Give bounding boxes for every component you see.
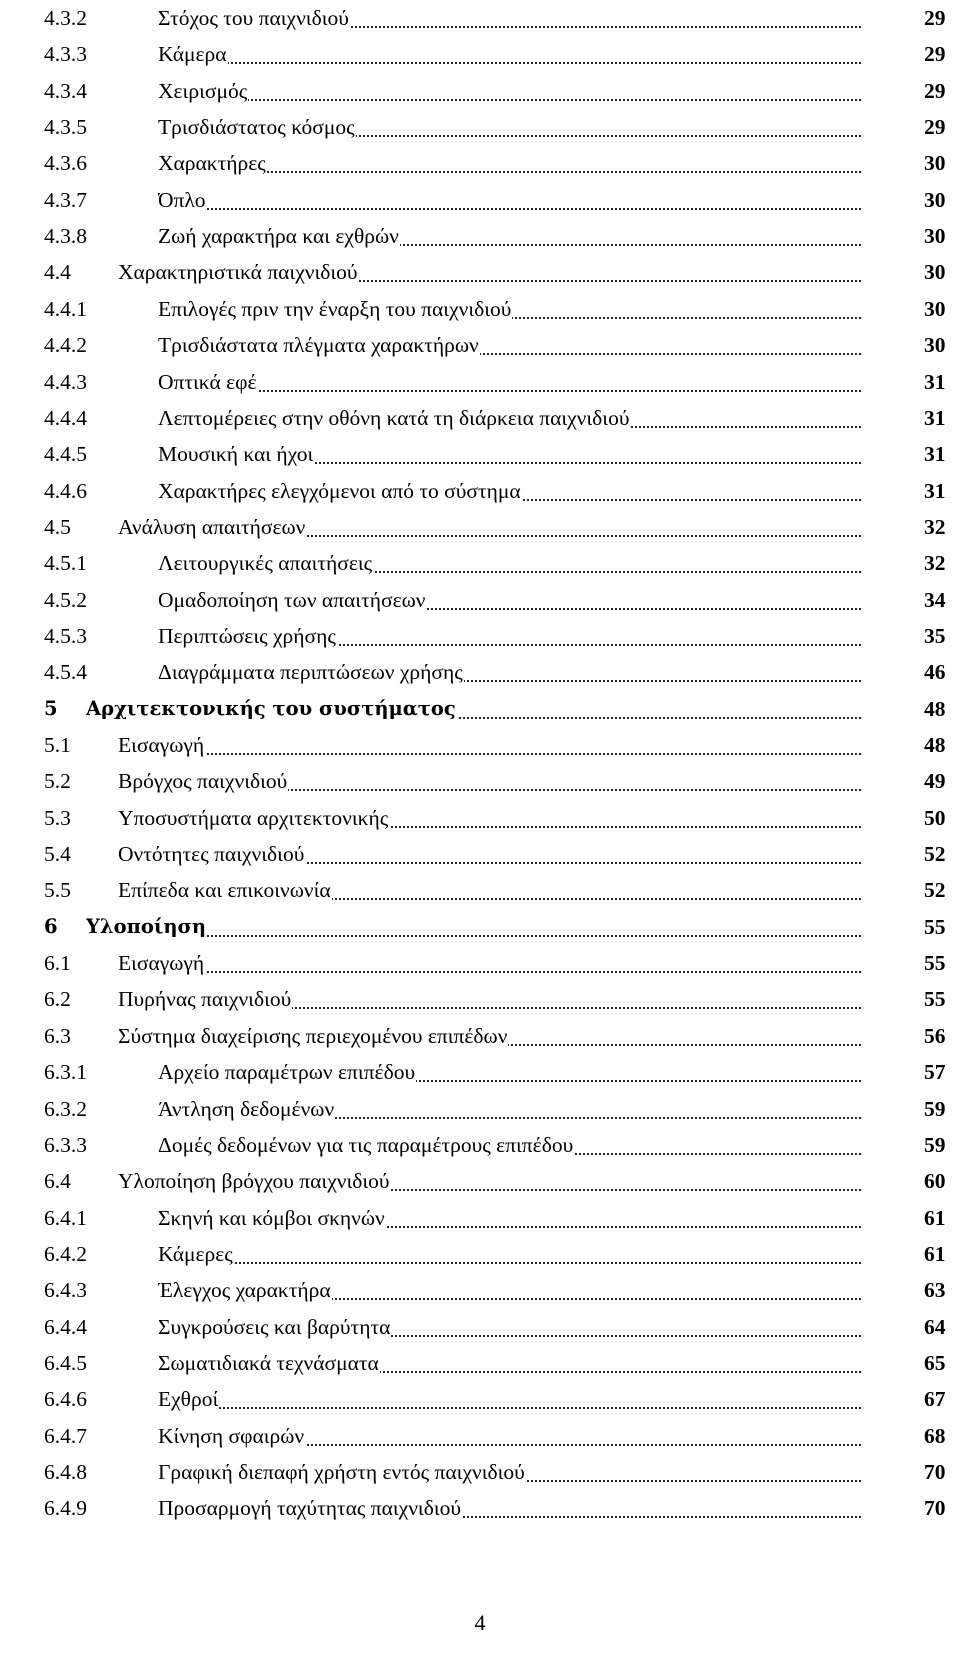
- toc-entry: [44, 945, 960, 981]
- toc-entry-page: 52: [924, 878, 946, 903]
- toc-entry-number: 4.3.7: [44, 187, 87, 212]
- toc-entry-title-leader: [158, 654, 862, 690]
- toc-entry-title-leader: [118, 727, 862, 763]
- toc-entry-number: 5: [44, 696, 58, 720]
- toc-entry-title: Χαρακτήρες ελεγχόμενοι από το σύστημα: [158, 478, 521, 503]
- toc-entry-title-leader: [158, 1490, 862, 1526]
- toc-entry-title: Όπλο: [158, 187, 206, 212]
- toc-entry-page: 30: [924, 333, 946, 358]
- toc-entry-title: Πυρήνας παιχνιδιού: [118, 987, 292, 1012]
- toc-entry: [44, 109, 960, 145]
- toc-entry: [44, 291, 960, 327]
- toc-entry: [44, 1381, 960, 1417]
- toc-entry-title-leader: [158, 582, 862, 618]
- toc-entry-title: Μουσική και ήχοι: [158, 442, 314, 467]
- toc-entry-number: 6.4.4: [44, 1314, 87, 1339]
- toc-entry-number: 5.4: [44, 842, 71, 867]
- toc-entry-number: 6.4.2: [44, 1241, 87, 1266]
- toc-entry-title: Χαρακτηριστικά παιχνιδιού: [118, 260, 358, 285]
- toc-entry-title: Συγκρούσεις και βαρύτητα: [158, 1314, 391, 1339]
- toc-entry-title-leader: [158, 1091, 862, 1127]
- toc-entry-title-leader: [158, 400, 862, 436]
- toc-entry-title-leader: [86, 691, 862, 727]
- toc-entry-number: 4.4.2: [44, 333, 87, 358]
- toc-entry: [44, 1454, 960, 1490]
- toc-entry-title: Οπτικά εφέ: [158, 369, 257, 394]
- toc-entry-title-leader: [158, 1345, 862, 1381]
- toc-entry-page: 32: [924, 551, 946, 576]
- toc-entry-title: Περιπτώσεις χρήσης: [158, 623, 336, 648]
- toc-entry-title-leader: [158, 36, 862, 72]
- toc-entry-title-leader: [158, 182, 862, 218]
- toc-entry-title-leader: [158, 73, 862, 109]
- toc-entry-number: 4.4.3: [44, 369, 87, 394]
- toc-entry-number: 6.4.8: [44, 1460, 87, 1484]
- toc-entry: [44, 1490, 960, 1526]
- toc-entry-number: 4.5.1: [44, 551, 87, 576]
- toc-entry: [44, 436, 960, 472]
- toc-entry-title-leader: [118, 763, 862, 799]
- toc-entry-page: 50: [924, 805, 946, 830]
- toc-entry-title: Στόχος του παιχνιδιού: [158, 6, 349, 30]
- toc-entry-page: 61: [924, 1241, 946, 1266]
- toc-entry-number: 4.3.8: [44, 224, 87, 249]
- toc-entry-title: Κάμερες: [158, 1241, 233, 1266]
- toc-entry-page: 31: [924, 442, 946, 467]
- toc-entry: [44, 218, 960, 254]
- toc-entry: [44, 582, 960, 618]
- toc-entry: [44, 1272, 960, 1308]
- toc-entry-title-leader: [158, 364, 862, 400]
- toc-entry: [44, 36, 960, 72]
- toc-entry-title-leader: [158, 145, 862, 181]
- toc-entry-title-leader: [158, 0, 862, 36]
- toc-entry-page: 56: [924, 1023, 946, 1048]
- toc-entry: [44, 727, 960, 763]
- toc-entry-page: 55: [924, 951, 946, 976]
- toc-entry-title-leader: [86, 909, 862, 945]
- toc-entry-title-leader: [158, 1418, 862, 1454]
- toc-entry: [44, 836, 960, 872]
- toc-entry: [44, 473, 960, 509]
- toc-entry-page: 67: [924, 1387, 946, 1412]
- toc-entry-page: 31: [924, 369, 946, 394]
- toc-entry-page: 29: [924, 78, 946, 103]
- toc-entry-page: 30: [924, 151, 946, 176]
- toc-entry-title-leader: [158, 1127, 862, 1163]
- toc-entry-page: 29: [924, 42, 946, 67]
- toc-entry-title: Αρχιτεκτονικής του συστήματος: [86, 696, 456, 720]
- toc-entry-title-leader: [158, 436, 862, 472]
- toc-entry-number: 6.4.5: [44, 1350, 87, 1375]
- toc-entry-title: Έλεγχος χαρακτήρα: [158, 1278, 331, 1303]
- toc-entry-title: Ανάλυση απαιτήσεων: [118, 514, 306, 539]
- toc-entry-title-leader: [118, 945, 862, 981]
- toc-entry-title: Σύστημα διαχείρισης περιεχομένου επιπέδων: [118, 1023, 508, 1048]
- toc-entry-title-leader: [158, 1272, 862, 1308]
- toc-entry-page: 49: [924, 769, 946, 794]
- toc-entry-number: 4.4.6: [44, 478, 87, 503]
- toc-entry-page: 61: [924, 1205, 946, 1230]
- toc-entry-title-leader: [118, 800, 862, 836]
- toc-entry-number: 4.3.4: [44, 78, 87, 103]
- toc-entry-page: 30: [924, 224, 946, 249]
- toc-entry-title-leader: [118, 981, 862, 1017]
- toc-entry-title: Χειρισμός: [158, 78, 248, 103]
- toc-entry-page: 46: [924, 660, 946, 685]
- toc-entry: [44, 800, 960, 836]
- toc-entry-page: 30: [924, 296, 946, 321]
- toc-entry-title-leader: [118, 509, 862, 545]
- toc-entry: [44, 327, 960, 363]
- toc-entry-number: 5.5: [44, 878, 71, 903]
- toc-entry-number: 6.3.1: [44, 1060, 87, 1085]
- toc-entry-title-leader: [158, 545, 862, 581]
- toc-entry-title: Κίνηση σφαιρών: [158, 1423, 305, 1448]
- toc-entry: [44, 509, 960, 545]
- toc-entry-number: 6.4.7: [44, 1423, 87, 1448]
- toc-entry-page: 70: [924, 1496, 946, 1521]
- toc-entry-title-leader: [118, 836, 862, 872]
- toc-entry-number: 4.3.5: [44, 115, 87, 140]
- toc-entry: [44, 364, 960, 400]
- toc-entry-number: 4.4.1: [44, 296, 87, 321]
- toc-entry: [44, 763, 960, 799]
- toc-entry: [44, 254, 960, 290]
- toc-entry: [44, 618, 960, 654]
- toc-entry-title: Προσαρμογή ταχύτητας παιχνιδιού: [158, 1496, 462, 1521]
- toc-entry-title: Τρισδιάστατος κόσμος: [158, 115, 355, 140]
- toc-entry-number: 6.1: [44, 951, 71, 976]
- toc-entry-title: Δομές δεδομένων για τις παραμέτρους επιπέδου: [158, 1132, 574, 1157]
- toc-entry-title-leader: [158, 1381, 862, 1417]
- toc-entry-title: Λειτουργικές απαιτήσεις: [158, 551, 373, 576]
- toc-entry-number: 4.3.3: [44, 42, 87, 67]
- toc-entry-title: Υλοποίηση: [86, 914, 207, 938]
- toc-entry-page: 55: [924, 987, 946, 1012]
- toc-entry-page: 29: [924, 6, 946, 30]
- toc-entry-page: 30: [924, 260, 946, 285]
- toc-entry-title: Σωματιδιακά τεχνάσματα: [158, 1350, 379, 1375]
- toc-entry: [44, 1345, 960, 1381]
- toc-entry-page: 60: [924, 1169, 946, 1194]
- toc-entry-title-leader: [158, 327, 862, 363]
- toc-entry-number: 4.3.2: [44, 6, 87, 30]
- toc-entry-title: Άντληση δεδομένων: [158, 1096, 335, 1121]
- toc-entry-title-leader: [158, 1309, 862, 1345]
- toc-entry-title: Εισαγωγή: [118, 951, 205, 976]
- toc-entry-number: 6.2: [44, 987, 71, 1012]
- toc-entry-title-leader: [158, 1236, 862, 1272]
- toc-entry-page: 68: [924, 1423, 946, 1448]
- toc-entry-page: 57: [924, 1060, 946, 1085]
- toc-entry-page: 30: [924, 187, 946, 212]
- toc-entry: [44, 1418, 960, 1454]
- toc-entry-title-leader: [158, 1454, 862, 1490]
- toc-entry-page: 31: [924, 405, 946, 430]
- toc-entry-page: 64: [924, 1314, 946, 1339]
- toc-entry-number: 6.4.1: [44, 1205, 87, 1230]
- toc-chapter-entry: [44, 909, 960, 945]
- toc-entry-title: Τρισδιάστατα πλέγματα χαρακτήρων: [158, 333, 479, 358]
- toc-entry-number: 4.5.4: [44, 660, 87, 685]
- toc-entry-title-leader: [118, 1018, 862, 1054]
- toc-entry: [44, 872, 960, 908]
- toc-entry-title: Λεπτομέρειες στην οθόνη κατά τη διάρκεια παιχνιδιού: [158, 405, 630, 430]
- toc-entry-title-leader: [158, 218, 862, 254]
- toc-entry-page: 55: [924, 914, 946, 939]
- toc-entry-number: 6.4: [44, 1169, 71, 1194]
- toc-entry-title-leader: [158, 1054, 862, 1090]
- toc-entry-page: 35: [924, 623, 946, 648]
- toc-entry: [44, 73, 960, 109]
- toc-entry-page: 52: [924, 842, 946, 867]
- toc-entry-page: 59: [924, 1096, 946, 1121]
- toc-entry: [44, 1127, 960, 1163]
- toc-entry: [44, 654, 960, 690]
- toc-entry-number: 4.4: [44, 260, 71, 285]
- toc-entry-number: 5.1: [44, 733, 71, 757]
- toc-entry-number: 6.3.2: [44, 1096, 87, 1121]
- toc-entry: [44, 1054, 960, 1090]
- toc-entry-title-leader: [118, 254, 862, 290]
- toc-entry: [44, 0, 960, 36]
- toc-entry: [44, 145, 960, 181]
- toc-entry-page: 65: [924, 1350, 946, 1375]
- toc-entry-title: Εχθροί: [158, 1387, 219, 1412]
- toc-entry-title-leader: [118, 872, 862, 908]
- toc-entry-number: 4.4.5: [44, 442, 87, 467]
- toc-entry-page: 31: [924, 478, 946, 503]
- toc-entry: [44, 1163, 960, 1199]
- toc-entry-title: Σκηνή και κόμβοι σκηνών: [158, 1205, 385, 1230]
- toc-entry-page: 70: [924, 1460, 946, 1484]
- toc-entry-number: 4.5.2: [44, 587, 87, 612]
- toc-entry-number: 4.5: [44, 514, 71, 539]
- toc-entry: [44, 1236, 960, 1272]
- toc-entry-title-leader: [158, 291, 862, 327]
- toc-entry-number: 6.4.9: [44, 1496, 87, 1521]
- toc-entry-title-leader: [118, 1163, 862, 1199]
- toc-entry-number: 6.4.3: [44, 1278, 87, 1303]
- toc-entry-page: 34: [924, 587, 946, 612]
- toc-entry-title-leader: [158, 618, 862, 654]
- toc-entry-page: 29: [924, 115, 946, 140]
- toc-entry-title: Κάμερα: [158, 42, 227, 67]
- toc-entry-title-leader: [158, 473, 862, 509]
- toc-chapter-entry: [44, 691, 960, 727]
- toc-entry: [44, 981, 960, 1017]
- toc-entry-title: Αρχείο παραμέτρων επιπέδου: [158, 1060, 416, 1085]
- toc-entry: [44, 400, 960, 436]
- toc-entry-title: Ομαδοποίηση των απαιτήσεων: [158, 587, 426, 612]
- toc-entry: [44, 1091, 960, 1127]
- toc-entry-number: 5.2: [44, 769, 71, 794]
- toc-entry: [44, 1200, 960, 1236]
- toc-entry-title: Χαρακτήρες: [158, 151, 266, 176]
- toc-entry: [44, 1018, 960, 1054]
- toc-entry-title: Βρόγχος παιχνιδιού: [118, 769, 288, 794]
- toc-entry-page: 32: [924, 514, 946, 539]
- toc-entry-title: Εισαγωγή: [118, 733, 205, 757]
- toc-entry-title: Οντότητες παιχνιδιού: [118, 842, 305, 867]
- toc-entry-title: Γραφική διεπαφή χρήστη εντός παιχνιδιού: [158, 1460, 525, 1484]
- toc-entry-number: 6.4.6: [44, 1387, 87, 1412]
- toc-entry-page: 63: [924, 1278, 946, 1303]
- toc-entry: [44, 545, 960, 581]
- toc-entry-title: Επιλογές πριν την έναρξη του παιχνιδιού: [158, 296, 512, 321]
- toc-entry: [44, 1309, 960, 1345]
- toc-entry-title-leader: [158, 109, 862, 145]
- toc-entry-number: 4.4.4: [44, 405, 87, 430]
- toc-entry-number: 6: [44, 914, 58, 938]
- toc-entry: [44, 182, 960, 218]
- toc-entry-title: Ζωή χαρακτήρα και εχθρών: [158, 224, 399, 249]
- toc-entry-page: 48: [924, 696, 946, 721]
- toc-entry-title: Επίπεδα και επικοινωνία: [118, 878, 331, 903]
- toc-entry-page: 48: [924, 733, 946, 757]
- toc-entry-number: 6.3: [44, 1023, 71, 1048]
- toc-entry-page: 59: [924, 1132, 946, 1157]
- toc-entry-title: Διαγράμματα περιπτώσεων χρήσης: [158, 660, 463, 685]
- toc-entry-number: 4.3.6: [44, 151, 87, 176]
- toc-entry-title: Υποσυστήματα αρχιτεκτονικής: [118, 805, 389, 830]
- page-number: 4: [474, 1610, 486, 1635]
- toc-entry-number: 6.3.3: [44, 1132, 87, 1157]
- toc-entry-number: 5.3: [44, 805, 71, 830]
- toc-entry-title: Υλοποίηση βρόγχου παιχνιδιού: [118, 1169, 390, 1194]
- toc-entry-number: 4.5.3: [44, 623, 87, 648]
- toc-entry-title-leader: [158, 1200, 862, 1236]
